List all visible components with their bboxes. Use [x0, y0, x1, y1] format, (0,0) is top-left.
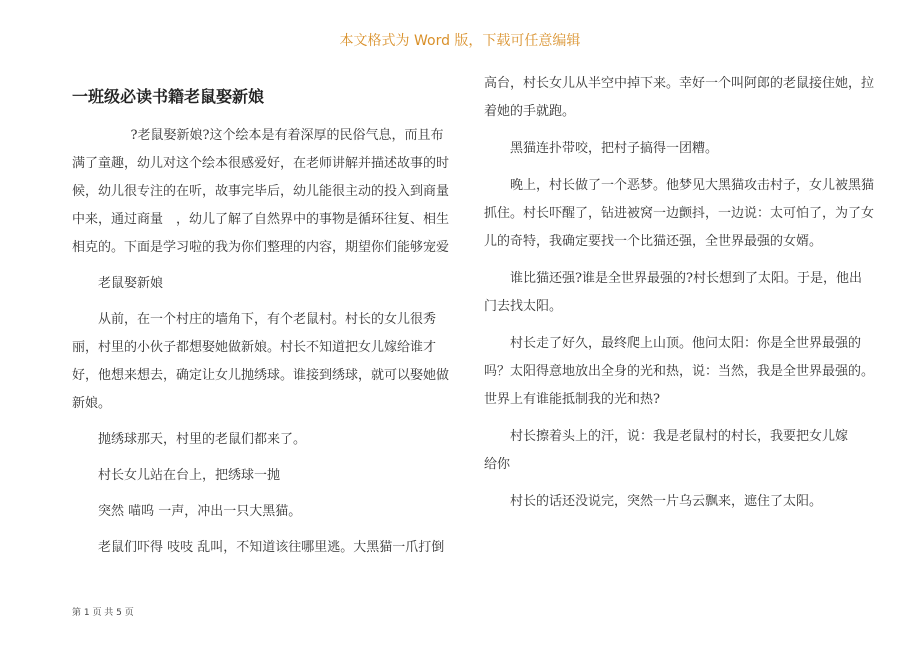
story-paragraph: 抛绣球那天，村里的老鼠们都来了。: [98, 432, 307, 447]
story-paragraph: 突然 喵呜 一声，冲出一只大黑猫。: [98, 504, 302, 519]
right-column: [484, 70, 874, 525]
story-paragraph: 谁比猫还强?谁是全世界最强的?村长想到了太阳。于是，他出门去找太阳。: [484, 271, 862, 314]
story-paragraph: 老鼠们吓得 吱吱 乱叫，不知道该往哪里逃。大黑猫一爪打倒: [98, 540, 445, 555]
story-paragraph: 晚上，村长做了一个恶梦。他梦见大黑猫攻击村子，女儿被黑猫抓住。村长吓醒了，钻进被窝一边颤抖，一边说：太可怕了，为了女儿的奇特，我确定要找一个比猫还强，全世界最强的女婿。: [484, 178, 875, 249]
intro-paragraph: ?老鼠娶新娘?这个绘本是有着深厚的民俗气息，而且布满了童趣，幼儿对这个绘本很感爱好，在老师讲解并描述故事的时候，幼儿很专注的在听，故事完毕后，幼儿能很主动的投入到商量 中来，通过商量 ，幼儿了解了自然界中的事物是循环往复、相生相克的。下面是学习啦的我为你们整理的内容，期望你们能够宠爱: [72, 128, 463, 255]
download-banner: 本文格式为 Word 版，下载可任意编辑: [339, 33, 581, 49]
story-paragraph: 村长擦着头上的汗，说：我是老鼠村的村长，我要把女儿嫁: [510, 429, 849, 444]
story-paragraph: 高台，村长女儿从半空中掉下来。幸好一个叫阿郎的老鼠接住她，拉着她的手就跑。: [484, 76, 875, 119]
story-paragraph: 村长走了好久，最终爬上山顶。他问太阳：你是全世界最强的吗？太阳得意地放出全身的光和热，说：当然，我是全世界最强的。世界上有谁能抵制我的光和热?: [484, 336, 875, 407]
story-paragraph: 黑猫连扑带咬，把村子搞得一团糟。: [510, 141, 719, 156]
left-column: [72, 122, 463, 562]
story-paragraph: 从前，在一个村庄的墙角下，有个老鼠村。村长的女儿很秀丽，村里的小伙子都想娶她做新娘。村长不知道把女儿嫁给谁才好，他想来想去，确定让女儿抛绣球。谁接到绣球，就可以娶她做新娘。: [72, 312, 450, 411]
document-title: 一班级必读书籍老鼠娶新娘: [72, 87, 265, 106]
story-paragraph: 给你: [484, 457, 511, 472]
story-title: 老鼠娶新娘: [98, 276, 164, 291]
story-paragraph: 村长女儿站在台上，把绣球一抛: [98, 468, 281, 483]
page-footer: 第 1 页 共 5 页: [72, 608, 134, 618]
story-paragraph: 村长的话还没说完，突然一片乌云飘来，遮住了太阳。: [510, 494, 823, 509]
